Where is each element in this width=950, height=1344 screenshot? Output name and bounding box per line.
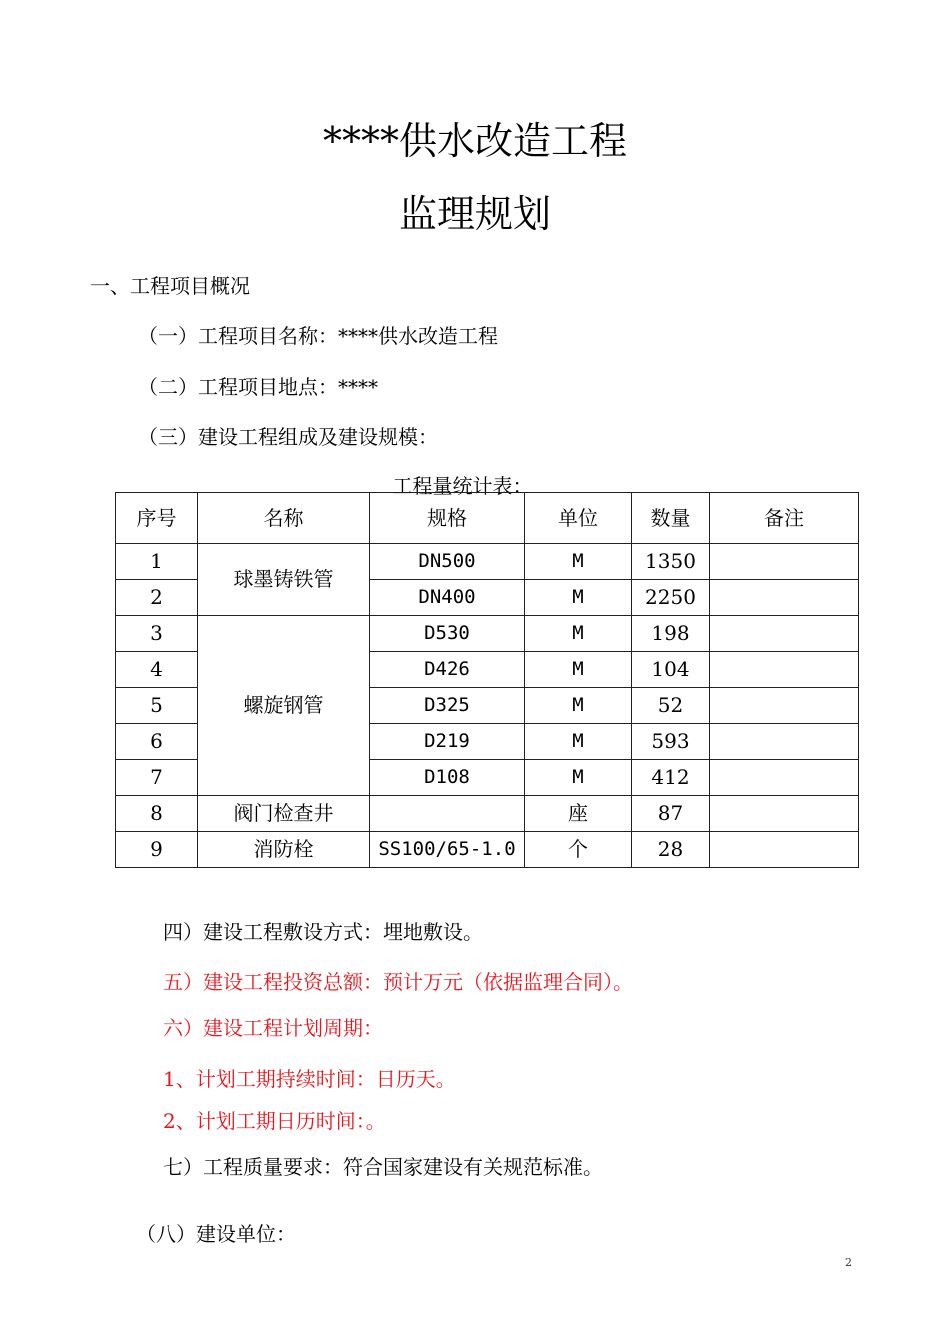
row-number: 9 [116,832,198,868]
unit-cell: M [525,544,632,580]
table-row [116,616,859,652]
header-cell: 规格 [370,493,525,544]
note-cell [710,616,859,652]
document-subtitle: 监理规划 [398,192,551,236]
investment-line: 五）建设工程投资总额：预计万元（依据监理合同）。 [163,970,633,994]
item-name-cell: 阀门检查井 [198,796,370,832]
project-name-line: （一）工程项目名称：****供水改造工程 [138,324,498,348]
note-cell [710,724,859,760]
row-number: 5 [116,688,198,724]
header-cell: 名称 [198,493,370,544]
note-cell [710,580,859,616]
spec-cell: SS100/65-1.0 [370,832,525,868]
qty-cell: 52 [632,688,710,724]
spec-cell: DN400 [370,580,525,616]
note-cell [710,832,859,868]
row-number: 3 [116,616,198,652]
group-name-cell: 球墨铸铁管 [198,544,370,616]
spec-cell: D108 [370,760,525,796]
owner-unit-line: （八）建设单位： [136,1222,296,1246]
row-number: 6 [116,724,198,760]
document-title: ****供水改造工程 [322,119,627,163]
section-heading: 一、工程项目概况 [90,274,250,298]
qty-cell: 2250 [632,580,710,616]
note-cell [710,796,859,832]
header-cell: 数量 [632,493,710,544]
item-name-cell: 消防栓 [198,832,370,868]
row-number: 8 [116,796,198,832]
project-location-line: （二）工程项目地点：**** [138,375,378,399]
note-cell [710,652,859,688]
table-caption: 工程量统计表： [392,474,533,498]
spec-cell: D426 [370,652,525,688]
table-header-row [116,493,859,544]
quality-line: 七）工程质量要求：符合国家建设有关规范标准。 [163,1155,603,1179]
qty-cell: 198 [632,616,710,652]
note-cell [710,544,859,580]
row-number: 4 [116,652,198,688]
unit-cell: M [525,652,632,688]
row-number: 7 [116,760,198,796]
header-cell: 备注 [710,493,859,544]
table-row [116,544,859,580]
row-number: 2 [116,580,198,616]
page-number: 2 [845,1256,852,1269]
note-cell [710,760,859,796]
unit-cell: M [525,688,632,724]
table-row [116,832,859,868]
header-cell: 序号 [116,493,198,544]
duration-line: 1、计划工期持续时间：日历天。 [163,1067,456,1091]
header-cell: 单位 [525,493,632,544]
laying-method-line: 四）建设工程敷设方式：埋地敷设。 [163,920,483,944]
qty-cell: 28 [632,832,710,868]
spec-cell: D530 [370,616,525,652]
quantity-table [115,492,859,868]
group-name-cell: 螺旋钢管 [198,616,370,796]
spec-cell: DN500 [370,544,525,580]
qty-cell: 104 [632,652,710,688]
unit-cell: M [525,580,632,616]
spec-cell [370,796,525,832]
spec-cell: D219 [370,724,525,760]
qty-cell: 1350 [632,544,710,580]
qty-cell: 593 [632,724,710,760]
unit-cell: M [525,760,632,796]
note-cell [710,688,859,724]
qty-cell: 87 [632,796,710,832]
unit-cell: M [525,724,632,760]
row-number: 1 [116,544,198,580]
calendar-time-line: 2、计划工期日历时间：。 [163,1109,386,1133]
qty-cell: 412 [632,760,710,796]
unit-cell: 座 [525,796,632,832]
table-row [116,796,859,832]
schedule-line: 六）建设工程计划周期： [163,1016,383,1040]
project-scope-line: （三）建设工程组成及建设规模： [138,425,438,449]
spec-cell: D325 [370,688,525,724]
unit-cell: 个 [525,832,632,868]
unit-cell: M [525,616,632,652]
